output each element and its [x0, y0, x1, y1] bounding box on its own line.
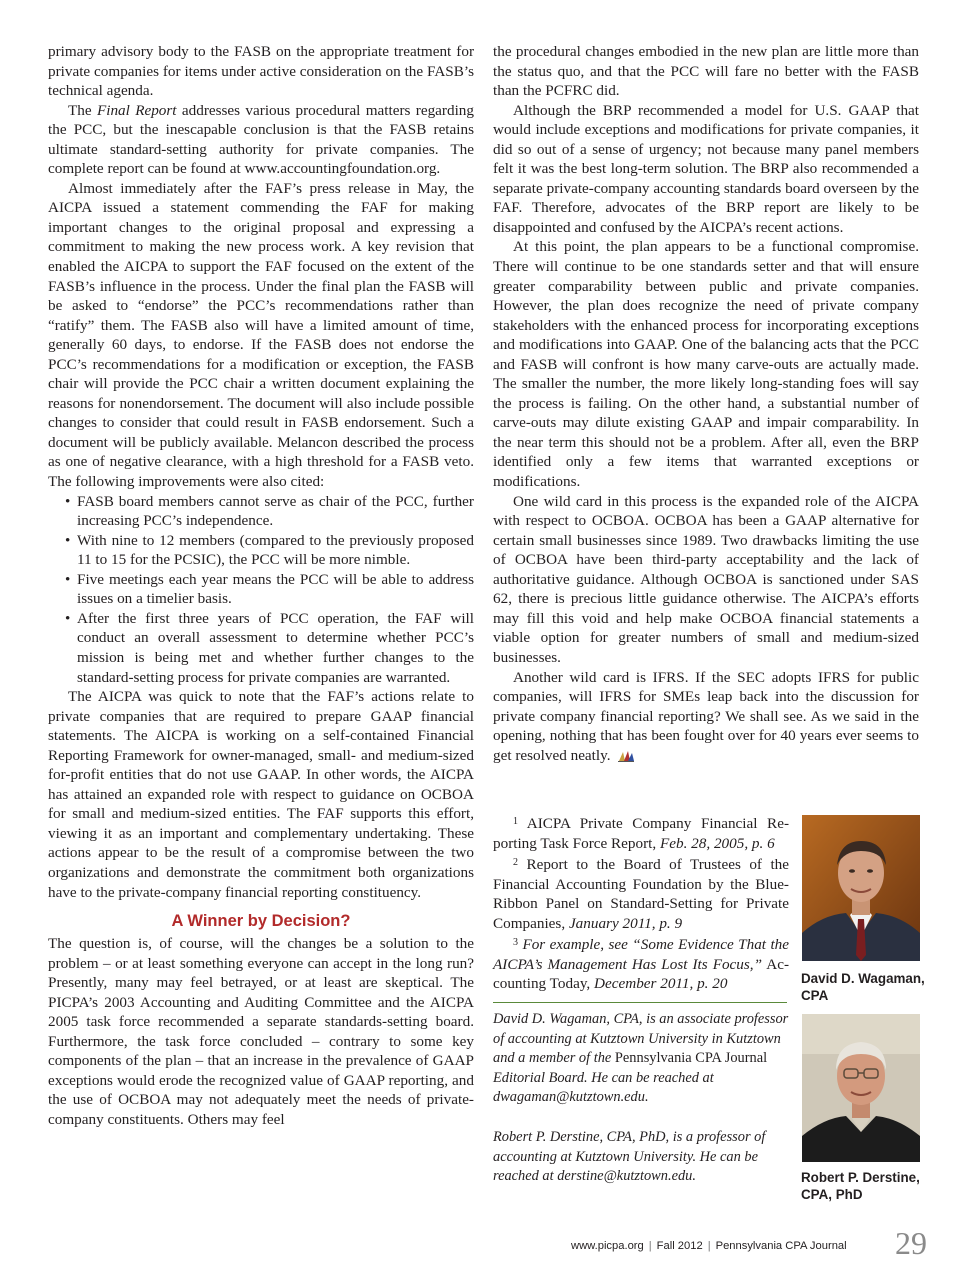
list-item-text: Five meetings each year means the PCC will be able to address issues on a timelier basis. — [77, 570, 474, 608]
separator: | — [707, 1240, 711, 1252]
text: December 2011, p. 20 — [594, 975, 728, 992]
list-item-text: FASB board members cannot serve as chair of the PCC, further increasing PCC’s independence. — [77, 492, 474, 530]
paragraph: Almost immediately after the FAF’s press release in May, the AICPA issued a statement commending the FAF for making important changes to the original proposal and expressing a commitment to making the new process work. A key revision that enabled the AICPA to support the FAF focused on the extent of the FASB’s influence in the process. Under the final plan the FASB will be asked to “endorse” the PCC’s recommendations rather than “ratify” them. The FASB also will have a limited amount of time, generally 60 days, to endorse. If the FASB does not endorse the PCC’s recommendations for a modification or exception, the FASB chair will provide the PCC chair a written document explaining the reasons for nonendorsement. The document will also include possible changes to consider that could result in FASB endorsement. Such a document will be publicly available. Melancon described the process as one of negative clearance, with a high threshold for a FASB veto. The following improvements were also cited: — [48, 179, 474, 491]
author-photo — [802, 815, 920, 961]
text: AICPA Private Company Financial Reporting Task Force Report, — [493, 815, 789, 852]
portrait-image — [802, 1014, 920, 1162]
end-mark-icon — [617, 749, 635, 762]
paragraph: One wild card in this process is the expanded role of the AICPA with respect to OCBOA. OCBOA has been a GAAP alternative for certain small businesses since 1989. Two drawbacks limiting the use of OCBOA have been third-party acceptability and the lack of authoritative guidance. Although OCBOA is sanctioned under SAS 62, there is precious little guidance otherwise. The AICPA’s efforts may fill this void and help make OCBOA financial statements a viable option for greater numbers of small and medium-sized businesses. — [493, 492, 919, 666]
bullet-icon: • — [65, 609, 71, 627]
author-bio — [493, 1010, 789, 1108]
paragraph: At this point, the plan appears to be a functional compromise. There will continue to be one standards setter and that will ensure greater comparability between public and private companies. However, the plan does recognize the need of private company stakeholders with the enhanced process for incorporating exceptions and modifications into GAAP. One of the balancing acts that the PCC and FASB will confront is how many carve-outs are actually made. The smaller the number, the more likely long-standing foes will say the process is failing. On the other hand, a substantial number of carve-outs may dilute existing GAAP and impair comparability. In the near term this should not be a problem. After all, even the BRP identified only a few items that warranted exceptions or modifications. — [493, 238, 919, 491]
page-footer — [571, 1240, 847, 1252]
footer-website: www.picpa.org — [571, 1240, 644, 1252]
divider — [493, 1002, 787, 1003]
author-bios — [493, 1010, 789, 1207]
list-item-text: After the first three years of PCC operation, the FAF will conduct an overall assessment to determine whether PCC’s mission is being met and whether further changes to the standard-setting process for private companies are warranted. — [77, 609, 474, 686]
footnote-number: 2 — [513, 857, 518, 868]
paragraph: The AICPA was quick to note that the FAF’s actions relate to private companies that are required to prepare GAAP financial statements. The AICPA is working on a self-contained Financial Reporting Framework for owner-managed, small- and medium-sized for-profit entities that do not use GAAP. In other words, the AICPA has attained an expanded role with respect to guidance on OCBOA for small and medium-sized entities. The FAF supports this effort, viewing it as an important and complementary undertaking. These actions appear to be the result of a compromise between the two organizations and demonstrate the commitment both organizations have to the private-company financial reporting constituency. — [48, 688, 474, 901]
bullet-icon: • — [65, 492, 71, 510]
author-photo — [802, 1014, 920, 1162]
author-bio — [493, 1128, 789, 1187]
text: For example, see “Some Evidence That the AICPA’s Management Has Lost Its Focus,” — [493, 936, 790, 973]
text: Feb. 28, 2005, p. 6 — [659, 834, 775, 852]
portrait-image — [802, 815, 920, 961]
text: Another wild card is IFRS. If the SEC adopts IFRS for public companies, will IFRS for SMEs leap back into the discussion for private company financial reporting? We shall see. As we said in the opening, nothing that has been fought over for 40 years ever seems to get resolved neatly. — [493, 668, 919, 764]
journal-name: Pennsylvania CPA Journal — [611, 1050, 768, 1067]
footnotes — [493, 812, 789, 994]
separator: | — [648, 1240, 652, 1252]
bullet-icon: • — [65, 531, 71, 549]
footnote — [493, 812, 789, 853]
text: David D. Wagaman, CPA, is an associate professor of accounting at Kutztown University in Kutztown and a member of the — [493, 1011, 789, 1067]
bullet-icon: • — [65, 570, 71, 588]
text: Editorial Board. He can be reached at dwagaman@kutztown.edu. — [493, 1069, 714, 1106]
page-number: 29 — [895, 1225, 927, 1261]
text: January 2011, p. 9 — [568, 914, 683, 932]
photo-caption: David D. Wagaman, CPA — [801, 971, 925, 1003]
paragraph: Although the BRP recommended a model for U.S. GAAP that would include exceptions and modifications for private companies, it did so out of a sense of urgency; not because many panel members felt it was the best long-term solution. The BRP also recommended a separate private-company accounting standards board overseen by the FAF. Therefore, advocates of the BRP report are likely to be disappointed and confused by the AICPA’s recent actions. — [493, 101, 919, 236]
text: Accounting Today, — [493, 955, 790, 992]
paragraph — [493, 668, 919, 766]
left-column — [48, 42, 474, 1130]
footnote-number: 1 — [513, 816, 518, 827]
report-title: Final Report — [96, 101, 177, 119]
footer-issue: Fall 2012 — [656, 1240, 703, 1252]
list-item — [48, 531, 474, 570]
right-column — [493, 42, 919, 765]
footer-journal: Pennsylvania CPA Journal — [715, 1240, 847, 1252]
footnote — [493, 853, 789, 933]
photo-caption: Robert P. Derstine, CPA, PhD — [801, 1170, 920, 1202]
text: Report to the Board of Trustees of the Financial Accounting Foundation by the Blue-Ribbon Panel on Standard-Setting for Private Companies, — [493, 856, 789, 932]
paragraph: The question is, of course, will the changes be a solution to the problem – or at least something everyone can accept in the long run? Presently, many may feel betrayed, or at least are skeptical. The PICPA’s 2003 Accounting and Auditing Committee and the AICPA 2005 task force recommended a separate standards-setting board. Furthermore, the task force concluded – contrary to some key components of the plan – that an increase in the prevalence of GAAP exceptions would erode the recognized value of GAAP reporting, and the use of OCBOA may not adequately meet the needs of private-company constituents. Others may feel — [48, 935, 474, 1128]
paragraph: the procedural changes embodied in the new plan are little more than the status quo, and that the PCC will fare no better with the FASB than the PCFRC did. — [493, 43, 919, 100]
list-item-text: With nine to 12 members (compared to the previously proposed 11 to 15 for the PCSIC), the PCC will be more nimble. — [77, 531, 474, 569]
bullet-list — [48, 492, 474, 687]
text: The — [68, 101, 97, 119]
list-item — [48, 492, 474, 531]
text: Robert P. Derstine, CPA, PhD, is a professor of accounting at Kutztown University. He can be reached at derstine@kutztown.edu. — [493, 1128, 766, 1185]
list-item — [48, 609, 474, 687]
text: addresses various procedural matters regarding the PCC, but the inescapable conclusion is that the FASB retains ultimate standard-setting authority for private companies. The complete report can be found at www.accountingfoundation.org. — [48, 101, 474, 178]
footnote-number: 3 — [513, 937, 518, 948]
paragraph: primary advisory body to the FASB on the appropriate treatment for private companies for items under active consideration on the FASB’s technical agenda. — [48, 43, 474, 100]
list-item — [48, 570, 474, 609]
section-heading: A Winner by Decision? — [171, 912, 351, 931]
paragraph — [48, 101, 474, 179]
footnote — [493, 933, 789, 994]
